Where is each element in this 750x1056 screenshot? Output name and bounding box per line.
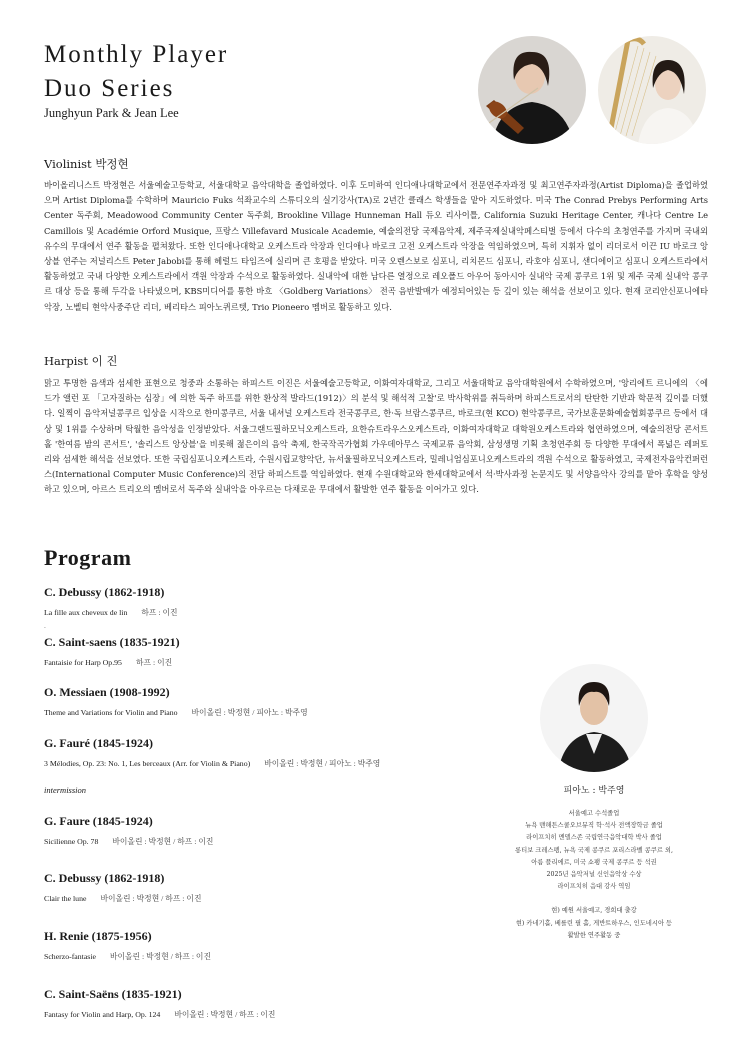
harpist-bio: 맑고 투명한 음색과 섬세한 표현으로 청중과 소통하는 하피스트 이진은 서울예술고등학교, 이화여자대학교, 그리고 서울대학교 음악대학원에서 수학하였으며, '앙리에트 르니에의 〈에드가 앨런 포 「고자질하는 심장」에 의한 독주 하프를 위한 환상적 발라드(1912)〉의 분석 및 해석적 고찰'로 박사학위를 취득하며 하피스트로서의 탄탄한 기반과 학문적 깊이를 더했다. 일찍이 음악저널콩쿠르 입상을 시작으로 한미콩쿠르, 서울 내셔널 오케스트라 전국콩쿠르, 한·독 브람스콩쿠르, 바로크(현 KCO) 현악콩쿠르, 국가보훈문화예술협회콩쿠르 등에서 대상 및 1위를 수상하며 탁월한 음악성을 인정받았다. 서울그랜드필하모닉오케스트라, 요한슈트라우스오케스트라, 이화여자대학교 대학원오케스트라와 협연하였으며, 예술의전당 콘서트홀 '한여름 밤의 콘서트', '솔리스트 앙상블'을 비롯해 젊은이의 음악 축제, 한국작곡가협회 가우데아무스 국제교류 음악회, 삼성생명 기획 초청연주회 등 다양한 무대에서 폭넓은 레퍼토리와 섬세한 해석을 선보였다. 또한 국립심포니오케스트라, 수원시립교향악단, 뉴서울필하모닉오케스트라, 밀레니엄심포니오케스트라의 객원 수석으로 활동하였고, 국제전자음악컨퍼런스(International Computer Music Conference)의 전담 하피스트를 역임하였다. 현재 수원대학교와 한세대학교에서 석·박사과정 논문지도 및 서양음악사 강의를 맡아 후학을 양성하고 있으며, 아르스 트리오의 멤버로서 독주와 실내악을 아우르는 다채로운 무대에서 활발한 연주 활동을 이어가고 있다. (44, 378, 708, 495)
composer: C. Saint-Saëns (1835-1921) (44, 987, 182, 1001)
work-line (44, 951, 514, 962)
composer: C. Saint-saens (1835-1921) (44, 635, 180, 649)
performer-names: Junghyun Park & Jean Lee (44, 106, 179, 120)
work-line (44, 758, 514, 769)
pianist-bio-line: 라이프치히 음대 강사 역임 (557, 883, 631, 891)
composer: H. Renie (1875-1956) (44, 929, 152, 943)
pianist-bio-line: 롱티보 크레스펭, 뉴욕 국제 콩쿠르 포리스라벨 콩쿠르 외, (515, 846, 673, 854)
performers: 하프 : 이진 (141, 608, 178, 617)
pianist-bio-line: 라이프치히 멘델스존 국립연극음악대학 박사 졸업 (526, 834, 662, 842)
pianist-bio-line: 현) 예원 서울예고, 경희대 출강 (551, 907, 637, 915)
program-item (44, 871, 514, 904)
performers: 하프 : 이진 (135, 658, 173, 667)
pianist-bio-line: 활발한 연주활동 중 (567, 931, 621, 939)
pianist-bio-spacer (484, 893, 704, 905)
work-line (44, 1009, 514, 1020)
pianist-bio-line: 현) 카네기홀, 베를린 필 홀, 게반트하우스, 인도네시아 등 (515, 919, 673, 927)
work-title: Fantasy for Violin and Harp, Op. 124 (44, 1010, 161, 1019)
violinist-heading: Violinist 박정현 (44, 157, 129, 171)
violinist-bio: 바이올리니스트 박정현은 서울예술고등학교, 서울대학교 음악대학을 졸업하였다. 이후 도미하여 인디애나대학교에서 전문연주자과정 및 최고연주자과정(Artist Diploma)을 졸업하였으며 Artist Diploma를 수학하며 Mauricio Fuks 석좌교수의 스튜디오의 실기강사(TA)로 2년간 클래스 학생들을 맡아 지도하였다. 미국 The Conrad Prebys Performing Arts Center 독주회, Meadowood Community Center 독주회, Brookline Village Hunneman Hall 듀오 리사이틀, California Suzuki Heritage Center, 캐나다 Centre Le Camillois 및 Académie Orford Musique, 프랑스 Villefavard Musicale Academie, 예술의전당 국제음악제, 제주국제실내악페스티벌 등에서 다수의 초청연주를 가지며 국내외 유수의 무대에서 연주 활동을 펼쳐왔다. 또한 인디애나대학교 오케스트라 악장과 인디애나 바로크 고전 오케스트라 악장을 역임하였으며, 특히 지휘자 없이 리더로서 이끈 IU 바로크 앙상블 연주는 저널리스트 Peter Jabobi를 통해 헤럴드 타임즈에 실리며 큰 호평을 받았다. 미국 오렌스보로 심포니, 리치몬드 심포니, 라호야 심포니, 샌디에이고 심포니 오케스트라에서 활동하였고 국내 다양한 오케스트라에서 객원 악장과 수석으로 활동하였다. 실내악에 대한 남다른 열정으로 레오폴드 아우어 동아시아 실내악 국제 콩쿠르 1위 및 제주 국제 실내악 콩쿠르 대상 등을 통해 두각을 나타냈으며, KBS미디어를 통한 바흐 〈Goldberg Variations〉 전곡 음반발매가 예정되어있는 등 깊이 있는 해석을 선보이고 있다. 현재 코리안신포니에타 악장, 노벨티 현악사중주단 리더, 베리타스 피아노퀴르텟, Trio Pioneero 멤버로 활동하고 있다. (44, 180, 708, 312)
violinist-photo (478, 36, 586, 144)
harpist-heading: Harpist 이 진 (44, 354, 118, 368)
intermission-label: intermission (44, 785, 87, 795)
composer: C. Debussy (1862-1918) (44, 585, 165, 599)
pianist-bio-line: 2025년 음악저널 신인음악상 수상 (546, 871, 642, 879)
performers: 바이올린 : 박정현 / 하프 : 이진 (112, 837, 214, 846)
work-line (44, 657, 514, 668)
performers: 바이올린 : 박정현 / 하프 : 이진 (174, 1010, 276, 1019)
pianist-photo (540, 664, 648, 772)
separator-dot: · (44, 625, 46, 632)
pianist-bio-line: 아름 플리에르, 미국 쇼팽 국제 콩쿠르 등 석권 (531, 858, 657, 866)
work-title: Theme and Variations for Violin and Piano (44, 708, 178, 717)
work-title: Sicilienne Op. 78 (44, 837, 99, 846)
work-line (44, 707, 514, 718)
composer: C. Debussy (1862-1918) (44, 871, 165, 885)
program-item (44, 987, 514, 1020)
work-title: Clair the lune (44, 894, 87, 903)
program-item (44, 929, 514, 962)
composer: G. Faure (1845-1924) (44, 814, 153, 828)
program-title: Program (44, 545, 132, 570)
performers: 바이올린 : 박정현 / 하프 : 이진 (100, 894, 202, 903)
program-item (44, 585, 514, 618)
pianist-bio-line: 뉴욕 맨해튼스쿨오브뮤직 학·석사 전액장학금 졸업 (525, 822, 663, 830)
work-line (44, 607, 514, 618)
work-title: 3 Mélodies, Op. 23: No. 1, Les berceaux (Arr. for Violin & Piano) (44, 759, 251, 768)
work-title: Scherzo-fantasie (44, 952, 96, 961)
composer: O. Messiaen (1908-1992) (44, 685, 170, 699)
performers: 바이올린 : 박정현 / 피아노 : 박주영 (191, 708, 308, 717)
performers: 바이올린 : 박정현 / 피아노 : 박주영 (264, 759, 381, 768)
title-line-2: Duo Series (44, 75, 175, 102)
composer: G. Fauré (1845-1924) (44, 736, 153, 750)
title-line-1: Monthly Player (44, 41, 229, 68)
work-line (44, 893, 514, 904)
work-title: La fille aux cheveux de lin (44, 608, 128, 617)
pianist-bio-line: 서울예고 수석졸업 (568, 810, 620, 817)
program-item (44, 685, 514, 718)
program-item (44, 635, 514, 668)
pianist-bio (484, 808, 704, 942)
performers: 바이올린 : 박정현 / 하프 : 이진 (109, 952, 211, 961)
pianist-label: 피아노 : 박주영 (563, 786, 625, 796)
program-item (44, 814, 514, 847)
harpist-photo (598, 36, 706, 144)
work-line (44, 836, 514, 847)
work-title: Fantaisie for Harp Op.95 (44, 658, 122, 667)
program-item (44, 736, 514, 769)
page-title (44, 38, 228, 106)
